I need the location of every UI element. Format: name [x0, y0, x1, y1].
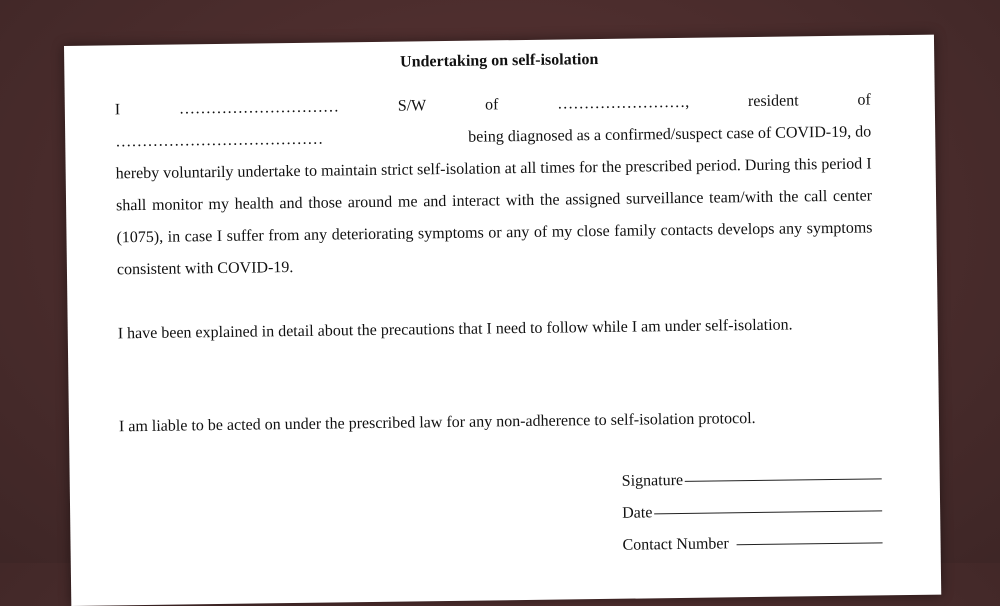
- parent-name-blank: ……………………,: [557, 93, 690, 113]
- document-page: [64, 35, 941, 606]
- signature-block: [622, 462, 883, 561]
- name-blank: …………………………: [178, 98, 340, 118]
- signature-field: [622, 462, 882, 497]
- relation-text: S/W: [397, 97, 427, 115]
- date-field: [622, 494, 882, 529]
- diagnosis-text: being diagnosed as a confirmed/suspect case of COVID-19, do: [468, 123, 872, 146]
- signature-underline: [685, 477, 882, 482]
- undertaking-paragraph: [115, 84, 873, 286]
- contact-number-field: [622, 526, 882, 561]
- liability-paragraph: I am liable to be acted on under the prescribed law for any non-adherence to self-isolation protocol.: [118, 409, 756, 436]
- address-blank: …………………………………: [115, 130, 324, 151]
- resident-text: resident: [747, 92, 799, 111]
- of-text: of: [484, 96, 499, 114]
- of-text-2: of: [857, 91, 871, 109]
- pronoun-text: I: [114, 101, 121, 119]
- contact-number-underline: [737, 541, 883, 545]
- precautions-paragraph: I have been explained in detail about the precautions that I need to follow while I am under self-isolation.: [117, 316, 793, 343]
- undertaking-body-text: hereby voluntarily undertake to maintain strict self-isolation at all times for the prescribed period. During this period I shall monitor my health and those around me and interact with the assigned surveillance team/with the call center (1075), in case I suffer from any deteriorating symptoms or any of my close family contacts develops any symptoms consistent with COVID-19.: [115, 155, 873, 279]
- date-underline: [654, 509, 882, 514]
- document-title: Undertaking on self-isolation: [400, 51, 599, 71]
- date-label: Date: [622, 504, 653, 522]
- signature-label: Signature: [621, 471, 684, 490]
- contact-number-label: Contact Number: [622, 535, 729, 554]
